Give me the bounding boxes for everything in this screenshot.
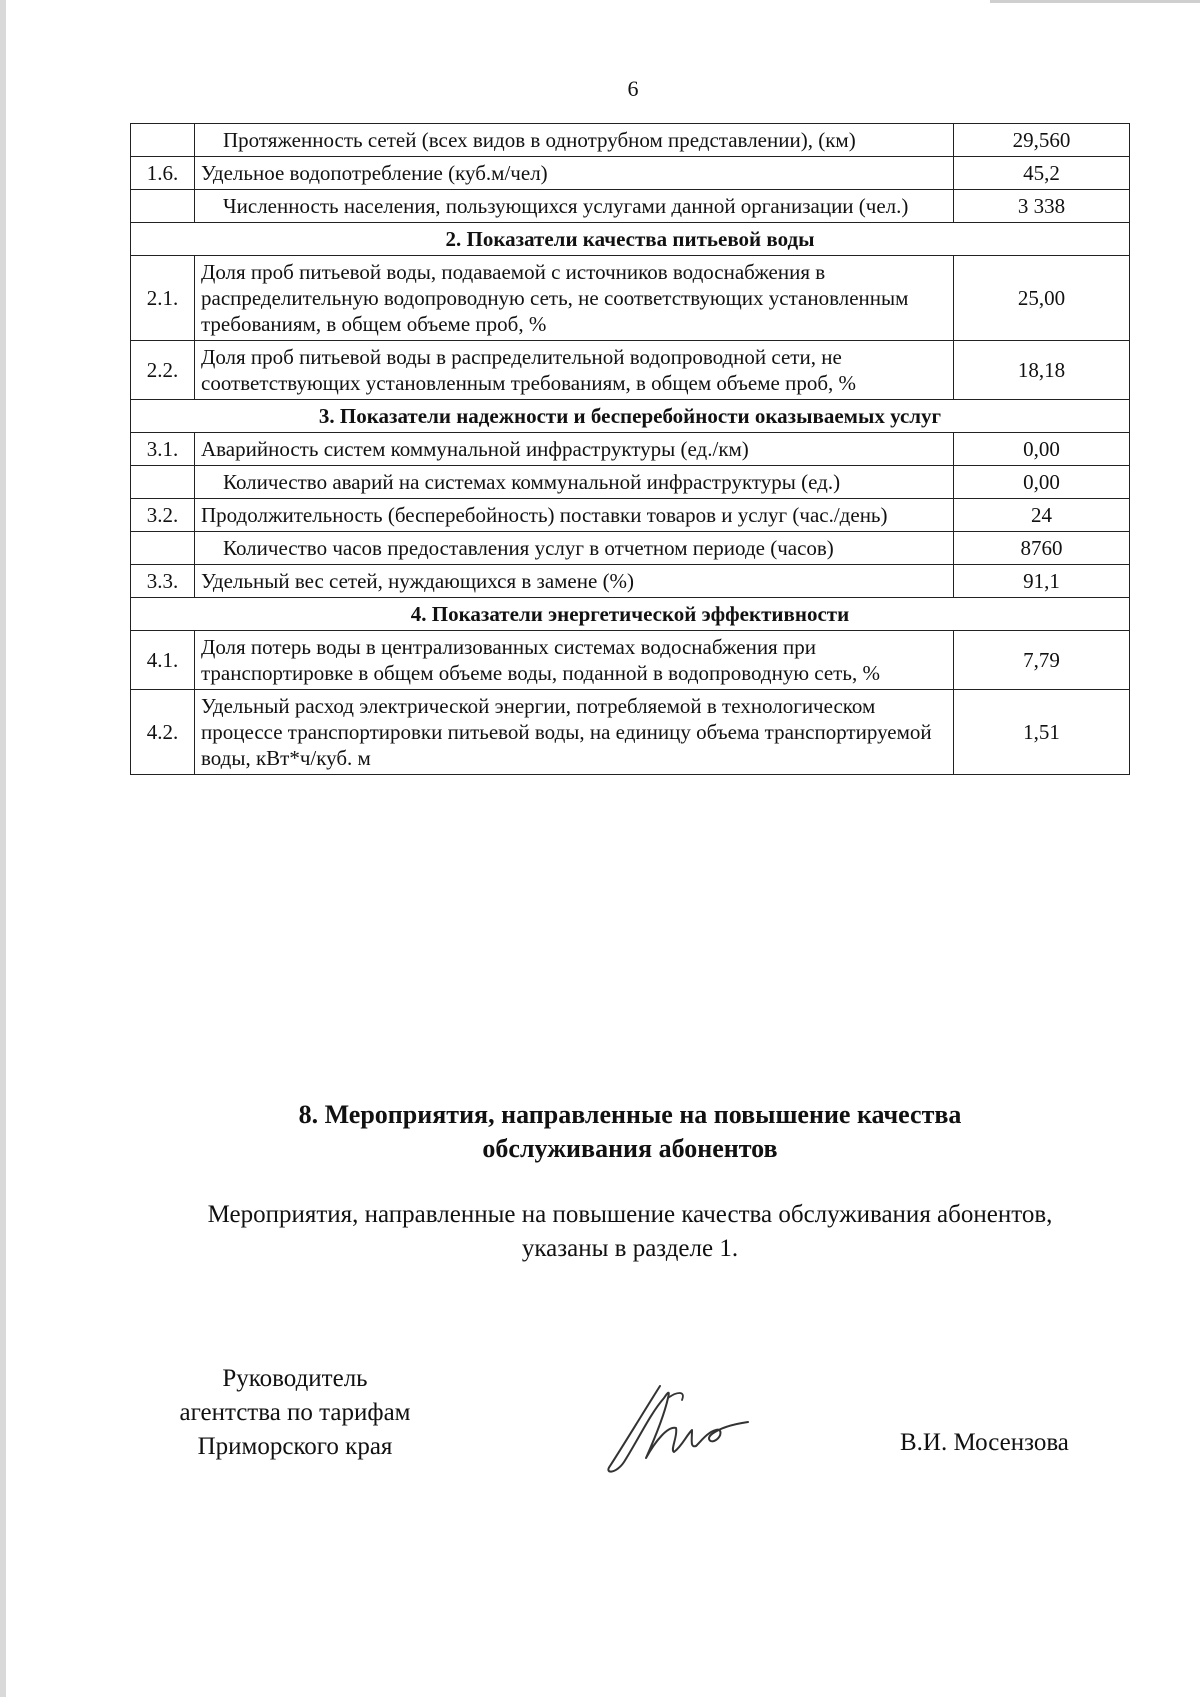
indicator-description: Доля проб питьевой воды, подаваемой с источников водоснабжения в распределительную водопроводную сеть, не соответствующих установленным требованиям, в общем объеме проб, %	[195, 256, 954, 341]
position-line: Руководитель	[222, 1365, 368, 1392]
table-row	[131, 466, 1130, 499]
row-number	[131, 532, 195, 565]
row-number: 2.2.	[131, 341, 195, 400]
indicator-description: Продолжительность (бесперебойность) поставки товаров и услуг (час./день)	[195, 499, 954, 532]
table-row	[131, 341, 1130, 400]
indicator-value: 0,00	[954, 466, 1130, 499]
indicator-description: Аварийность систем коммунальной инфраструктуры (ед./км)	[195, 433, 954, 466]
row-number: 3.3.	[131, 565, 195, 598]
handwritten-signature	[598, 1378, 758, 1478]
section-title: 2. Показатели качества питьевой воды	[131, 223, 1130, 256]
table-row	[131, 565, 1130, 598]
indicator-value: 1,51	[954, 690, 1130, 775]
indicators-table	[130, 123, 1130, 775]
row-number	[131, 466, 195, 499]
section-8-heading-line2: обслуживания абонентов	[482, 1134, 778, 1163]
indicator-value: 7,79	[954, 631, 1130, 690]
indicator-description: Удельное водопотребление (куб.м/чел)	[195, 157, 954, 190]
indicator-description: Количество аварий на системах коммунальной инфраструктуры (ед.)	[195, 466, 954, 499]
signatory-position	[150, 1362, 440, 1464]
section-title: 3. Показатели надежности и бесперебойности оказываемых услуг	[131, 400, 1130, 433]
row-number	[131, 124, 195, 157]
section-title: 4. Показатели энергетической эффективности	[131, 598, 1130, 631]
table-row	[131, 433, 1130, 466]
table-row	[131, 124, 1130, 157]
section-row	[131, 400, 1130, 433]
indicator-value: 45,2	[954, 157, 1130, 190]
indicator-value: 29,560	[954, 124, 1130, 157]
indicator-description: Удельный расход электрической энергии, потребляемой в технологическом процессе транспортировки питьевой воды, на единицу объема транспортируемой воды, кВт*ч/куб. м	[195, 690, 954, 775]
indicator-value: 0,00	[954, 433, 1130, 466]
signer-name: В.И. Мосензова	[900, 1429, 1069, 1456]
row-number: 1.6.	[131, 157, 195, 190]
table-row	[131, 157, 1130, 190]
table-row	[131, 256, 1130, 341]
row-number	[131, 190, 195, 223]
position-line: Приморского края	[197, 1433, 393, 1460]
section-row	[131, 598, 1130, 631]
section-8-heading-line1: 8. Мероприятия, направленные на повышение качества	[298, 1100, 962, 1129]
table-row	[131, 631, 1130, 690]
indicator-description: Протяженность сетей (всех видов в однотрубном представлении), (км)	[195, 124, 954, 157]
indicator-value: 91,1	[954, 565, 1130, 598]
position-line: агентства по тарифам	[179, 1399, 411, 1426]
indicator-value: 24	[954, 499, 1130, 532]
row-number: 4.1.	[131, 631, 195, 690]
section-8-text	[140, 1198, 1120, 1266]
section-8-text-line2: указаны в разделе 1.	[521, 1235, 739, 1262]
indicator-description: Численность населения, пользующихся услугами данной организации (чел.)	[195, 190, 954, 223]
table-row	[131, 190, 1130, 223]
indicator-value: 18,18	[954, 341, 1130, 400]
indicator-value: 3 338	[954, 190, 1130, 223]
row-number: 3.1.	[131, 433, 195, 466]
indicator-value: 8760	[954, 532, 1130, 565]
indicator-description: Доля потерь воды в централизованных системах водоснабжения при транспортировке в общем объеме воды, поданной в водопроводную сеть, %	[195, 631, 954, 690]
indicator-description: Удельный вес сетей, нуждающихся в замене (%)	[195, 565, 954, 598]
scan-border	[0, 0, 6, 1697]
page-number: 6	[627, 76, 639, 101]
row-number: 3.2.	[131, 499, 195, 532]
row-number: 4.2.	[131, 690, 195, 775]
row-number: 2.1.	[131, 256, 195, 341]
indicator-value: 25,00	[954, 256, 1130, 341]
table-row	[131, 499, 1130, 532]
section-row	[131, 223, 1130, 256]
section-8-text-line1: Мероприятия, направленные на повышение качества обслуживания абонентов,	[207, 1201, 1053, 1228]
scan-border-top	[990, 0, 1200, 3]
indicator-description: Доля проб питьевой воды в распределительной водопроводной сети, не соответствующих установленным требованиям, в общем объеме проб, %	[195, 341, 954, 400]
section-8-heading	[150, 1098, 1110, 1166]
table-row	[131, 532, 1130, 565]
table-row	[131, 690, 1130, 775]
indicator-description: Количество часов предоставления услуг в отчетном периоде (часов)	[195, 532, 954, 565]
